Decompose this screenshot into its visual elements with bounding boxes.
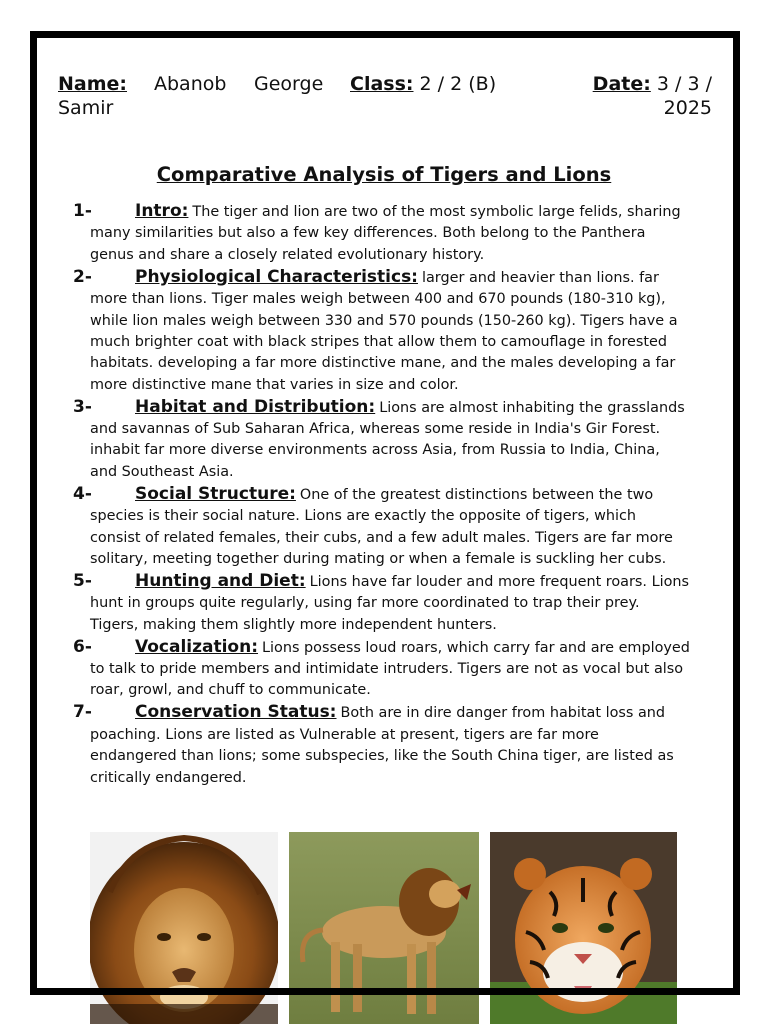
section-hunting — [73, 570, 690, 636]
name-label: Name: — [58, 73, 128, 95]
section-number: 1- — [73, 201, 92, 221]
sections-list — [73, 201, 690, 789]
student-header — [58, 72, 712, 120]
section-text: One of the greatest distinctions between the two species is their social nature. Lions are exactly the opposite of tigers, which consist of related females, their cubs, and a few adult males. Tigers are far more solitary, meeting together during mating or when a female is suckling her cubs. — [90, 486, 673, 567]
section-number: 6- — [73, 636, 92, 657]
section-heading: Habitat and Distribution: — [135, 396, 376, 417]
date-label: Date: — [592, 73, 651, 95]
section-number: 2- — [73, 266, 92, 287]
student-first-name: Abanob — [154, 73, 227, 95]
section-habitat — [73, 396, 690, 484]
class-label: Class: — [350, 73, 414, 95]
section-text: Lions have far louder and more frequent roars. Lions hunt in groups quite regularly, using far more coordinated to trap their prey. Tigers, making them slightly more independent hunters. — [90, 573, 690, 633]
section-text: Both are in dire danger from habitat loss and poaching. Lions are listed as Vulnerable at present, tigers are far more endangered than lions; some subspecies, like the South China tiger, are listed as critically endangered. — [90, 705, 674, 786]
section-social — [73, 483, 690, 571]
date-value-part1: 3 / 3 / — [656, 73, 712, 95]
section-intro — [73, 201, 690, 266]
section-heading: Social Structure: — [135, 483, 296, 504]
section-text: Lions are almost inhabiting the grasslands and savannas of Sub Saharan Africa, whereas some reside in India's Gir Forest. inhabit far more diverse environments across Asia, from Russia to India, China, and Southeast Asia. — [90, 399, 685, 480]
section-conservation — [73, 702, 690, 789]
photo-strip — [90, 832, 677, 1024]
date-value-part2: 2025 — [663, 97, 712, 119]
section-number: 5- — [73, 570, 92, 591]
class-value: 2 / 2 (B) — [419, 73, 497, 95]
section-heading: Intro: — [135, 201, 189, 221]
section-text: The tiger and lion are two of the most symbolic large felids, sharing many similarities but also a few key differences. Both belong to the Panthera genus and share a closely related evolutionary history. — [90, 204, 681, 263]
section-heading: Vocalization: — [135, 636, 259, 657]
section-text: larger and heavier than lions. far more than lions. Tiger males weigh between 400 and 670 pounds (180-310 kg), while lion males weigh between 330 and 570 pounds (150-260 kg). Tigers have a much brighter coat with black stripes that allow them to camouflage in forested habitats. developing a far more distinctive mane, and the males developing a far more distinctive mane that varies in size and color. — [90, 269, 678, 393]
section-heading: Physiological Characteristics: — [135, 266, 418, 287]
student-last-name: Samir — [58, 97, 114, 119]
section-heading: Hunting and Diet: — [135, 570, 306, 591]
section-text: Lions possess loud roars, which carry far and are employed to talk to pride members and intimidate intruders. Tigers are not as vocal but also roar, growl, and chuff to communicate. — [90, 639, 690, 699]
student-middle-name: George — [254, 73, 324, 95]
document-title: Comparative Analysis of Tigers and Lions — [156, 163, 612, 186]
roaring-lion-photo — [289, 832, 479, 1024]
section-number: 3- — [73, 396, 92, 417]
section-heading: Conservation Status: — [135, 702, 337, 723]
section-number: 4- — [73, 483, 92, 504]
section-number: 7- — [73, 702, 92, 723]
section-physiology — [73, 266, 690, 396]
section-vocalization — [73, 636, 690, 702]
tiger-photo — [490, 832, 677, 1024]
lion-face-photo — [90, 832, 278, 1024]
